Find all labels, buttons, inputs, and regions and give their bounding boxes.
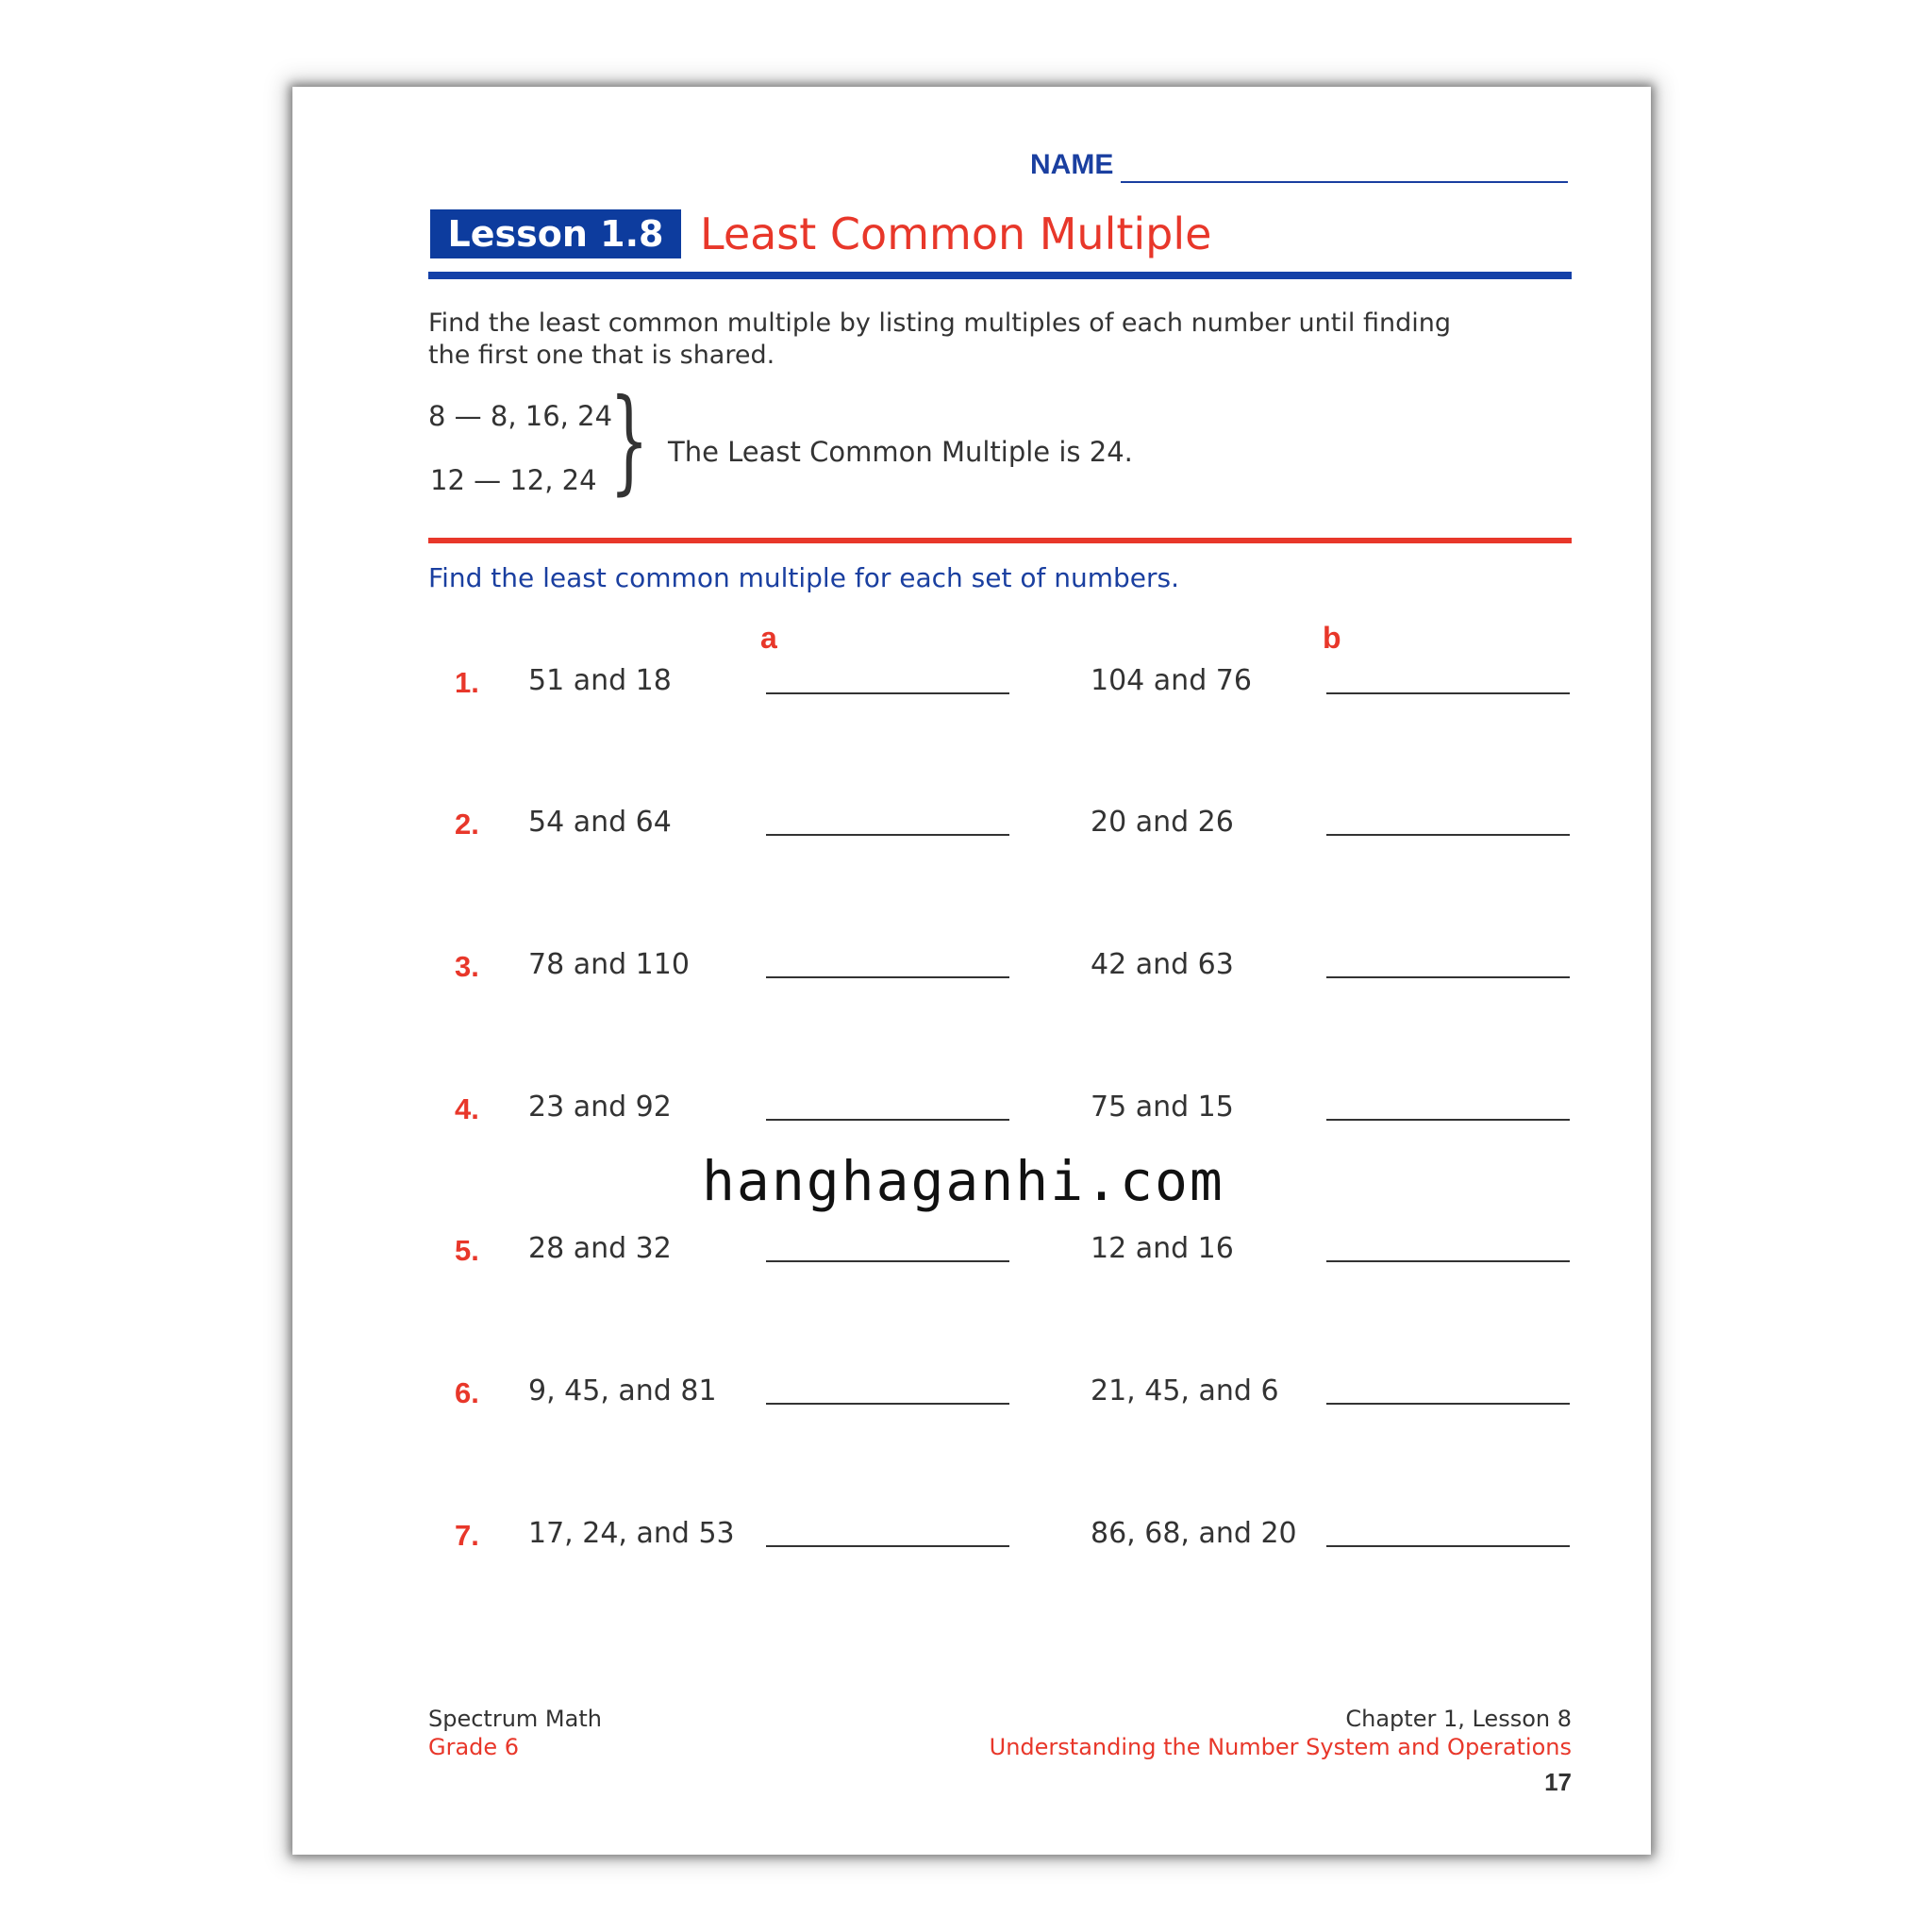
problem-6a-text: 9, 45, and 81	[528, 1374, 717, 1407]
problem-1b-text: 104 and 76	[1091, 664, 1252, 697]
footer-book-title: Spectrum Math	[428, 1706, 602, 1732]
directions-text: Find the least common multiple for each set of numbers.	[428, 562, 1180, 593]
problem-number: 1.	[455, 666, 479, 699]
problem-7a-text: 17, 24, and 53	[528, 1517, 735, 1550]
problem-number: 6.	[455, 1376, 479, 1409]
problem-1a-text: 51 and 18	[528, 664, 672, 697]
problem-number: 4.	[455, 1092, 479, 1125]
problem-5a-text: 28 and 32	[528, 1232, 672, 1265]
answer-blank-1b[interactable]	[1326, 692, 1570, 694]
title-divider	[428, 272, 1572, 279]
page-number: 17	[1544, 1768, 1572, 1796]
answer-blank-1a[interactable]	[766, 692, 1009, 694]
answer-blank-3a[interactable]	[766, 976, 1009, 978]
worksheet-page	[292, 87, 1651, 1855]
name-label: NAME	[1030, 149, 1114, 180]
problem-4b-text: 75 and 15	[1091, 1091, 1234, 1124]
answer-blank-6a[interactable]	[766, 1403, 1009, 1405]
problem-2b-text: 20 and 26	[1091, 806, 1234, 839]
footer-unit: Understanding the Number System and Operations	[989, 1734, 1572, 1760]
problem-number: 5.	[455, 1234, 479, 1267]
problem-3a-text: 78 and 110	[528, 948, 690, 981]
answer-blank-4b[interactable]	[1326, 1119, 1570, 1121]
example-line-1: 8 — 8, 16, 24	[428, 400, 613, 432]
problem-3b-text: 42 and 63	[1091, 948, 1234, 981]
answer-blank-5a[interactable]	[766, 1260, 1009, 1262]
problem-number: 2.	[455, 808, 479, 841]
answer-blank-7a[interactable]	[766, 1545, 1009, 1547]
example-line-2: 12 — 12, 24	[430, 464, 597, 496]
section-divider	[428, 538, 1572, 543]
watermark-text: hanghaganhi.com	[702, 1149, 1224, 1213]
footer-grade: Grade 6	[428, 1734, 520, 1760]
example-brace: }	[609, 375, 649, 507]
footer-chapter: Chapter 1, Lesson 8	[1345, 1706, 1572, 1732]
answer-blank-2b[interactable]	[1326, 834, 1570, 836]
intro-text: Find the least common multiple by listing multiples of each number until finding the first one that is shared.	[428, 308, 1451, 370]
name-blank	[1121, 181, 1568, 183]
answer-blank-4a[interactable]	[766, 1119, 1009, 1121]
answer-blank-3b[interactable]	[1326, 976, 1570, 978]
problem-number: 3.	[455, 950, 479, 983]
lesson-badge: Lesson 1.8	[430, 209, 681, 258]
problem-2a-text: 54 and 64	[528, 806, 672, 839]
problem-7b-text: 86, 68, and 20	[1091, 1517, 1297, 1550]
problem-6b-text: 21, 45, and 6	[1091, 1374, 1279, 1407]
column-a-header: a	[760, 621, 777, 655]
answer-blank-6b[interactable]	[1326, 1403, 1570, 1405]
example-result: The Least Common Multiple is 24.	[668, 436, 1133, 468]
column-b-header: b	[1323, 621, 1341, 655]
answer-blank-7b[interactable]	[1326, 1545, 1570, 1547]
answer-blank-5b[interactable]	[1326, 1260, 1570, 1262]
problem-number: 7.	[455, 1519, 479, 1552]
lesson-title: Least Common Multiple	[700, 208, 1212, 259]
problem-5b-text: 12 and 16	[1091, 1232, 1234, 1265]
problem-4a-text: 23 and 92	[528, 1091, 672, 1124]
answer-blank-2a[interactable]	[766, 834, 1009, 836]
